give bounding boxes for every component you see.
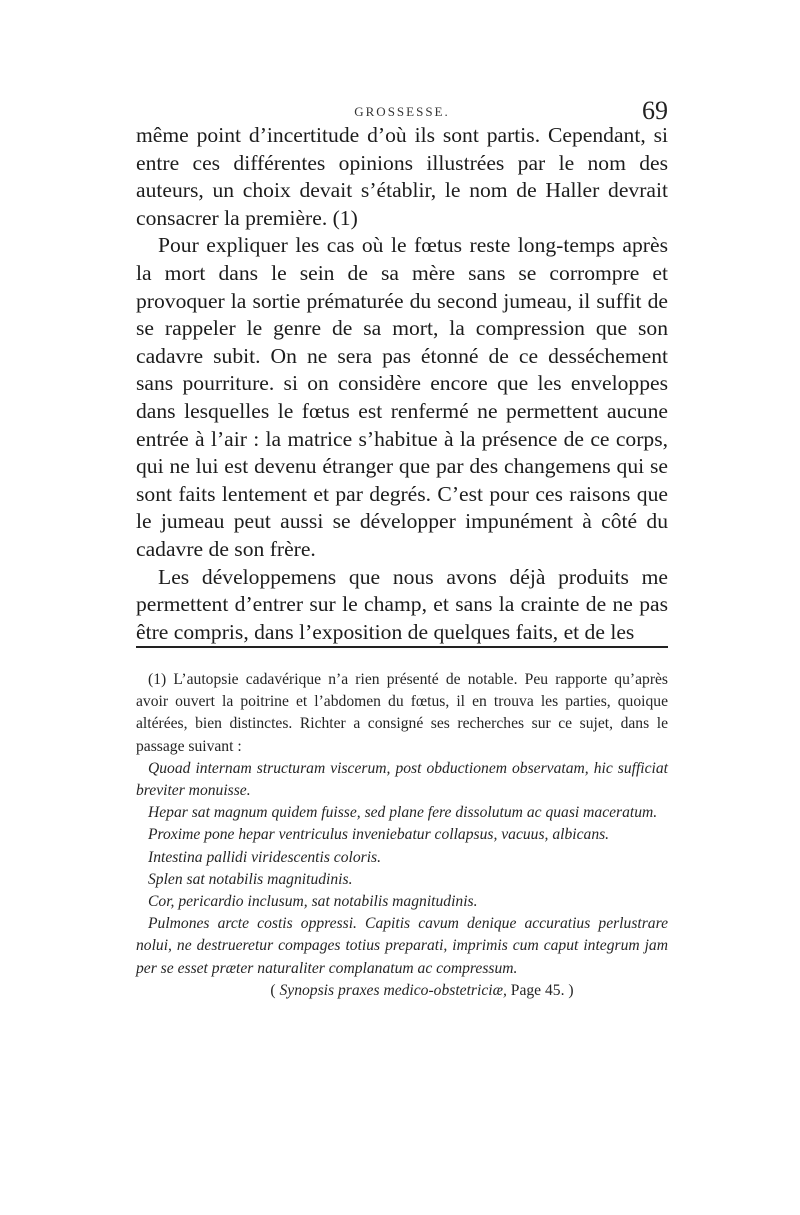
paragraph-continued: même point d’incertitude d’où ils sont partis. Cependant, si entre ces différentes opinions illustrées par le nom des auteurs, un choix devait s’établir, le nom de Haller devrait consacrer la première. (1) — [136, 123, 668, 230]
running-title: GROSSESSE. — [354, 104, 450, 119]
source-title: Synopsis praxes medico-obstetriciæ, — [279, 981, 507, 999]
latin-quote: Proxime pone hepar ventriculus inveniebatur collapsus, vacuus, albicans. — [148, 826, 610, 844]
page-number: 69 — [642, 96, 668, 125]
source-page: Page 45. — [510, 981, 565, 999]
paragraph: Pour expliquer les cas où le fœtus reste long-temps après la mort dans le sein de sa mère sans se corrompre et provoquer la sortie prématurée du second jumeau, il suffit de se rappeler le genre de sa mort, la compression que son cadavre subit. On ne sera pas étonné de ce desséchement sans pourriture. si on considère encore que les enveloppes dans lesquelles le fœtus est renfermé ne permettent aucune entrée à l’air : la matrice s’habitue à la présence de ce corps, qui ne lui est devenu étranger que par des changemens qui se sont faits lentement et par degrés. C’est pour ces raisons que le jumeau peut aussi se développer impunément à côté du cadavre de son frère. — [136, 233, 668, 561]
latin-quote: Pulmones arcte costis oppressi. Capitis cavum denique accuratius perlustrare nolui, ne destrueretur compages totius preparati, imprimis cum caput integrum jam per se esset præter naturaliter complanatum ac compressum. — [136, 915, 668, 977]
latin-quote: Splen sat notabilis magnitudinis. — [148, 870, 353, 888]
main-text — [136, 122, 668, 646]
footnote-source: ( Synopsis praxes medico-obstetriciæ, Page 45. ) — [270, 981, 574, 999]
footnote-rule — [136, 646, 668, 648]
latin-quote: Cor, pericardio inclusum, sat notabilis magnitudinis. — [148, 893, 478, 911]
latin-quote: Hepar sat magnum quidem fuisse, sed plane fere dissolutum ac quasi maceratum. — [148, 804, 658, 822]
paragraph: Les développemens que nous avons déjà produits me permettent d’entrer sur le champ, et sans la crainte de ne pas être compris, dans l’exposition de quelques faits, et de les — [136, 564, 668, 644]
latin-quote: Quoad internam structuram viscerum, post obductionem observatam, hic sufficiat breviter monuisse. — [136, 759, 668, 800]
latin-quote: Intestina pallidi viridescentis coloris. — [148, 848, 382, 866]
footnote — [136, 669, 668, 1002]
footnote-intro: (1) L’autopsie cadavérique n’a rien présenté de notable. Peu rapporte qu’après avoir ouvert la poitrine et l’abdomen du fœtus, il en trouva les parties, quoique altérées, bien distinctes. Richter a consigné ses recherches sur ce sujet, dans le passage suivant : — [136, 671, 668, 755]
